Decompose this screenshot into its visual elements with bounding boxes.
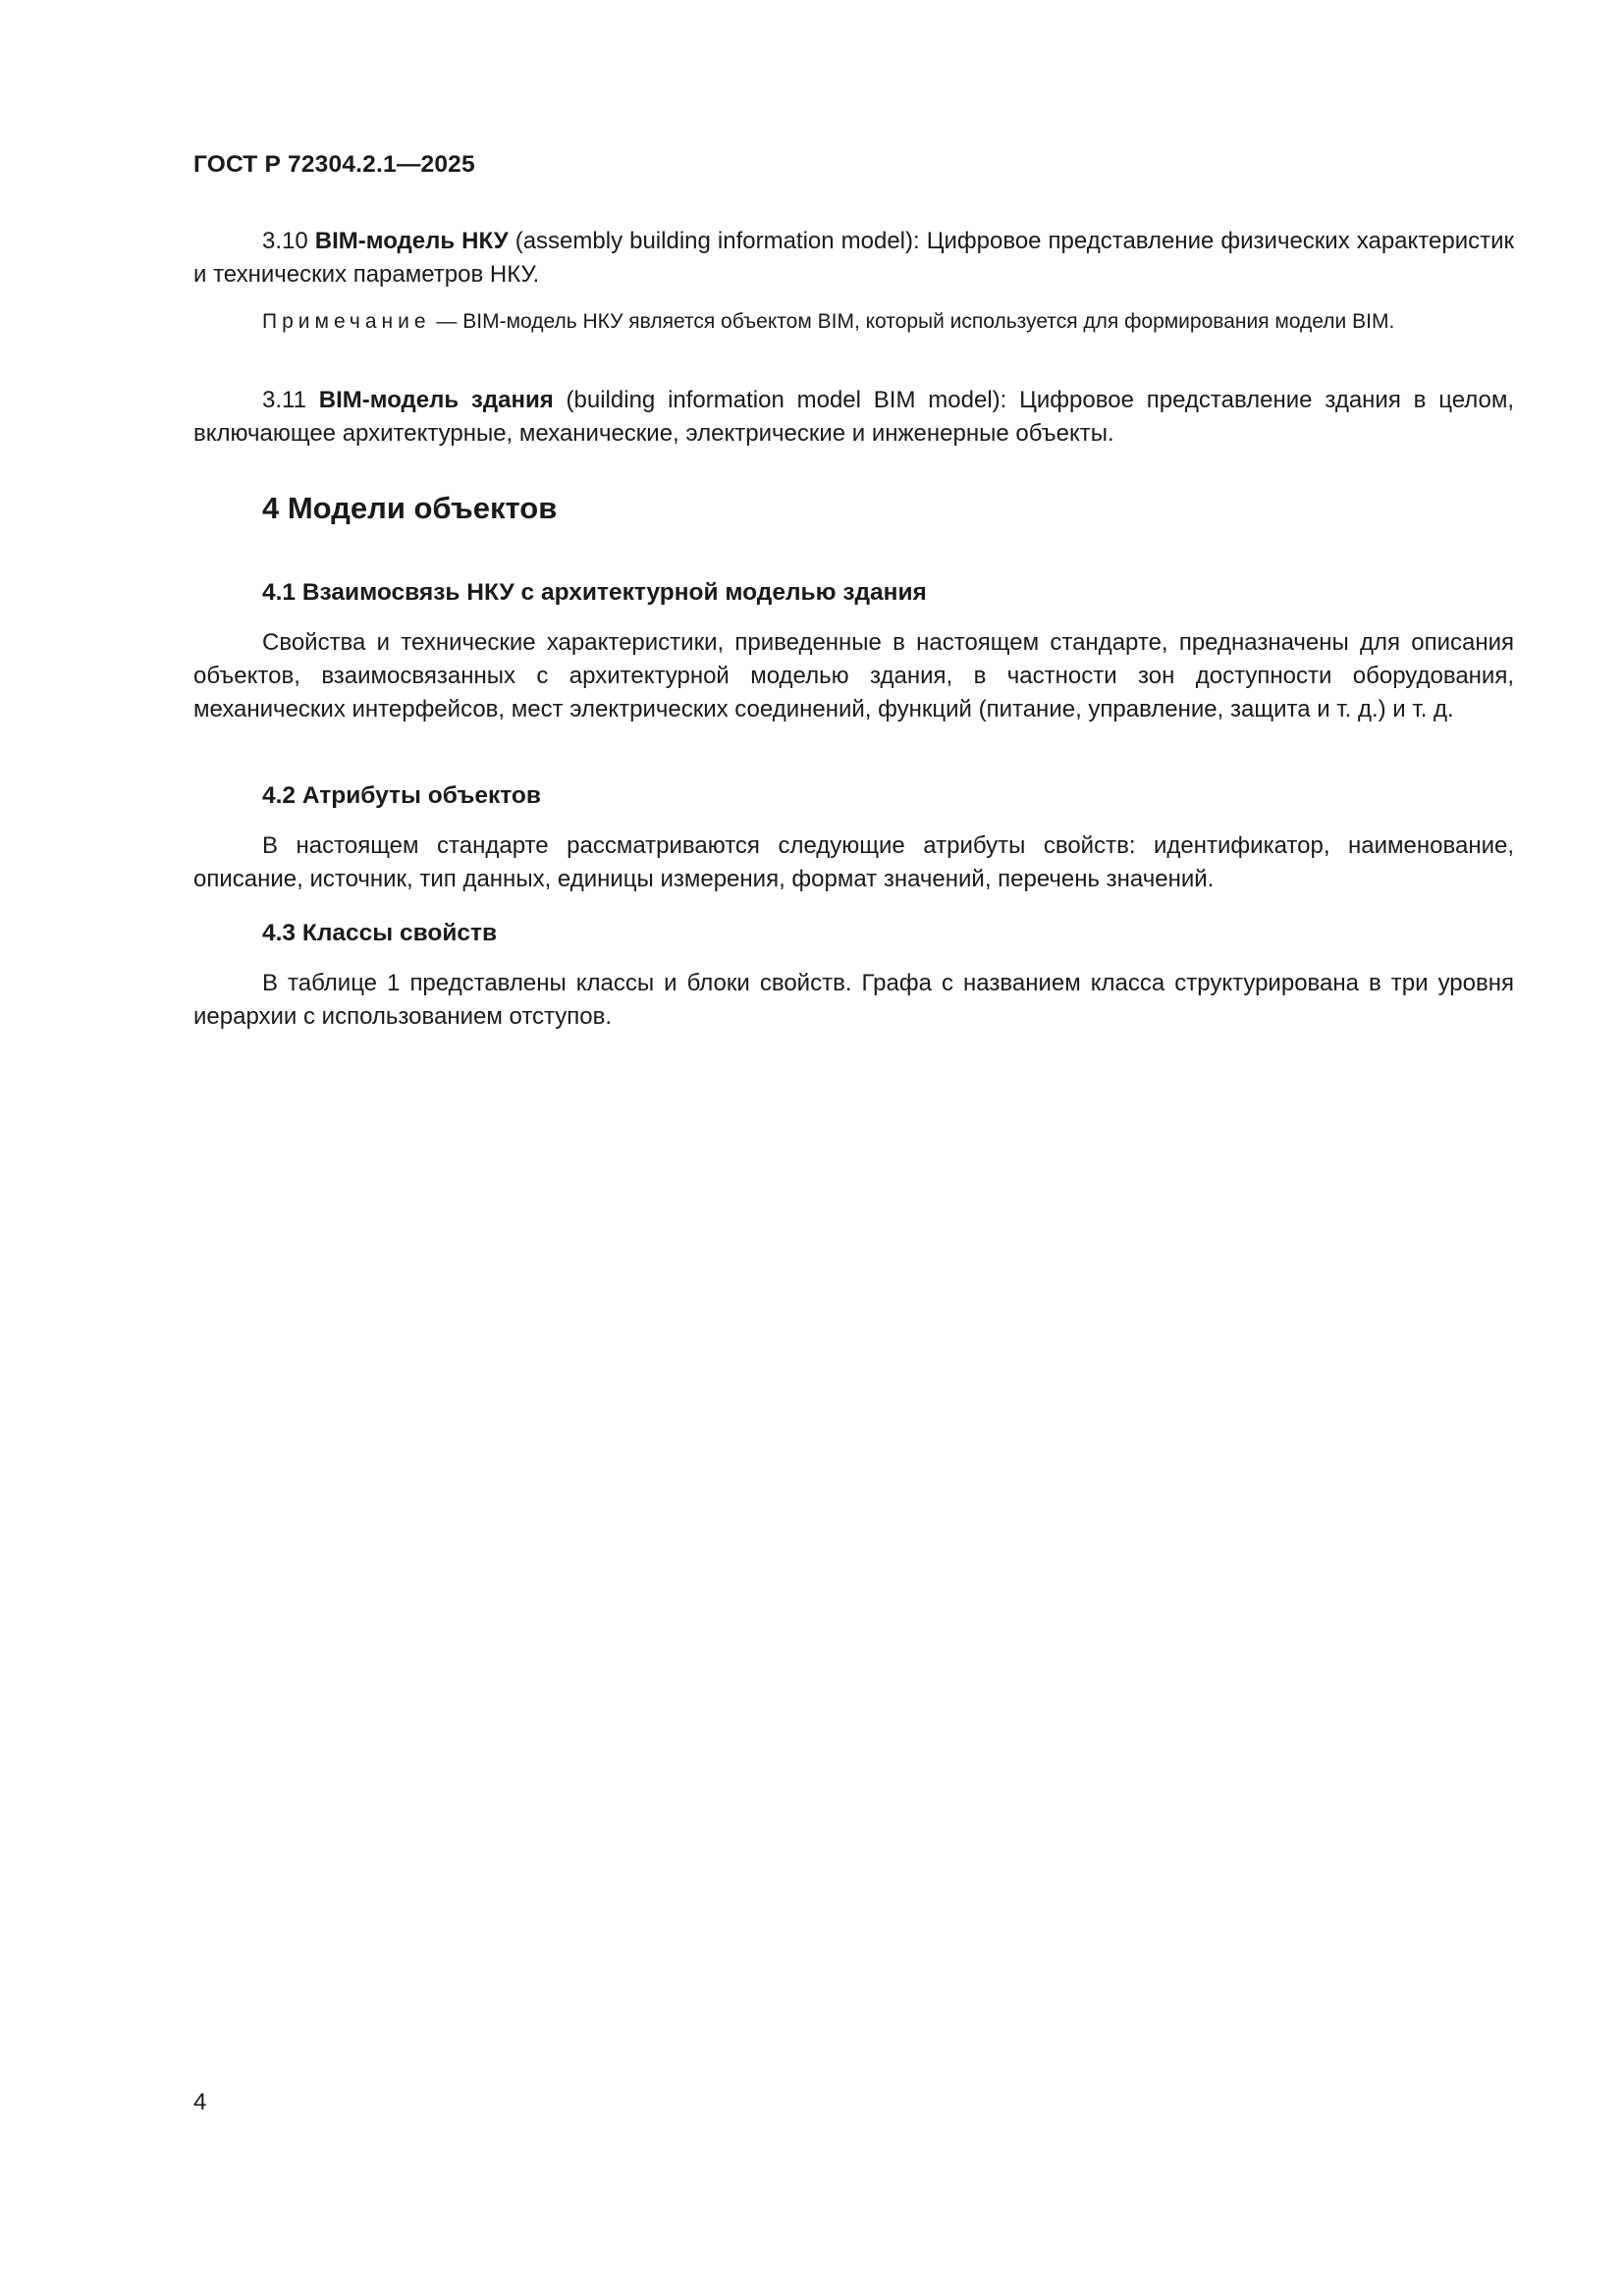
- term-english: (building information model BIM model):: [566, 387, 1007, 413]
- term-number: 3.11: [262, 387, 306, 413]
- note-label: Примечание: [262, 310, 431, 333]
- subsection-text-4-1: Свойства и технические характеристики, приведенные в настоящем стандарте, предназначены для описания объектов, взаимосвязанных с архитектурной моделью здания, в частности зон доступности оборудования, механических интерфейсов, мест электрических соединений, функций (питание, управление, защита и т. д.) и т. д.: [193, 629, 1514, 722]
- term-definition: Цифровое представление здания в целом, включающее архитектурные, механические, электрические и инженерные объекты.: [193, 387, 1515, 447]
- subsection-heading-4-3: 4.3 Классы свойств: [262, 920, 498, 946]
- term-english: (assembly building information model):: [514, 228, 920, 254]
- term-3-11: [193, 384, 1514, 451]
- term-name: BIM-модель НКУ: [314, 228, 509, 254]
- subsection-text-4-3: В таблице 1 представлены классы и блоки свойств. Графа с названием класса структурирована в три уровня иерархии с использованием отступов.: [193, 970, 1514, 1030]
- term-3-10: [193, 225, 1514, 292]
- term-name: BIM-модель здания: [318, 387, 554, 413]
- section-heading-4: 4 Модели объектов: [262, 491, 558, 525]
- running-header-doc-id: ГОСТ Р 72304.2.1—2025: [193, 151, 475, 178]
- note: [193, 307, 1514, 337]
- term-definition: Цифровое представление физических характеристик и технических параметров НКУ.: [193, 228, 1515, 288]
- subsection-heading-4-2: 4.2 Атрибуты объектов: [262, 782, 541, 809]
- subsection-heading-4-1: 4.1 Взаимосвязь НКУ с архитектурной моделью здания: [262, 579, 927, 606]
- term-number: 3.10: [262, 228, 308, 254]
- subsection-text-4-2: В настоящем стандарте рассматриваются следующие атрибуты свойств: идентификатор, наименование, описание, источник, тип данных, единицы измерения, формат значений, перечень значений.: [193, 832, 1514, 892]
- page-number: 4: [193, 2089, 207, 2115]
- note-text: — BIM-модель НКУ является объектом BIM, который используется для формирования модели BIM.: [436, 310, 1395, 333]
